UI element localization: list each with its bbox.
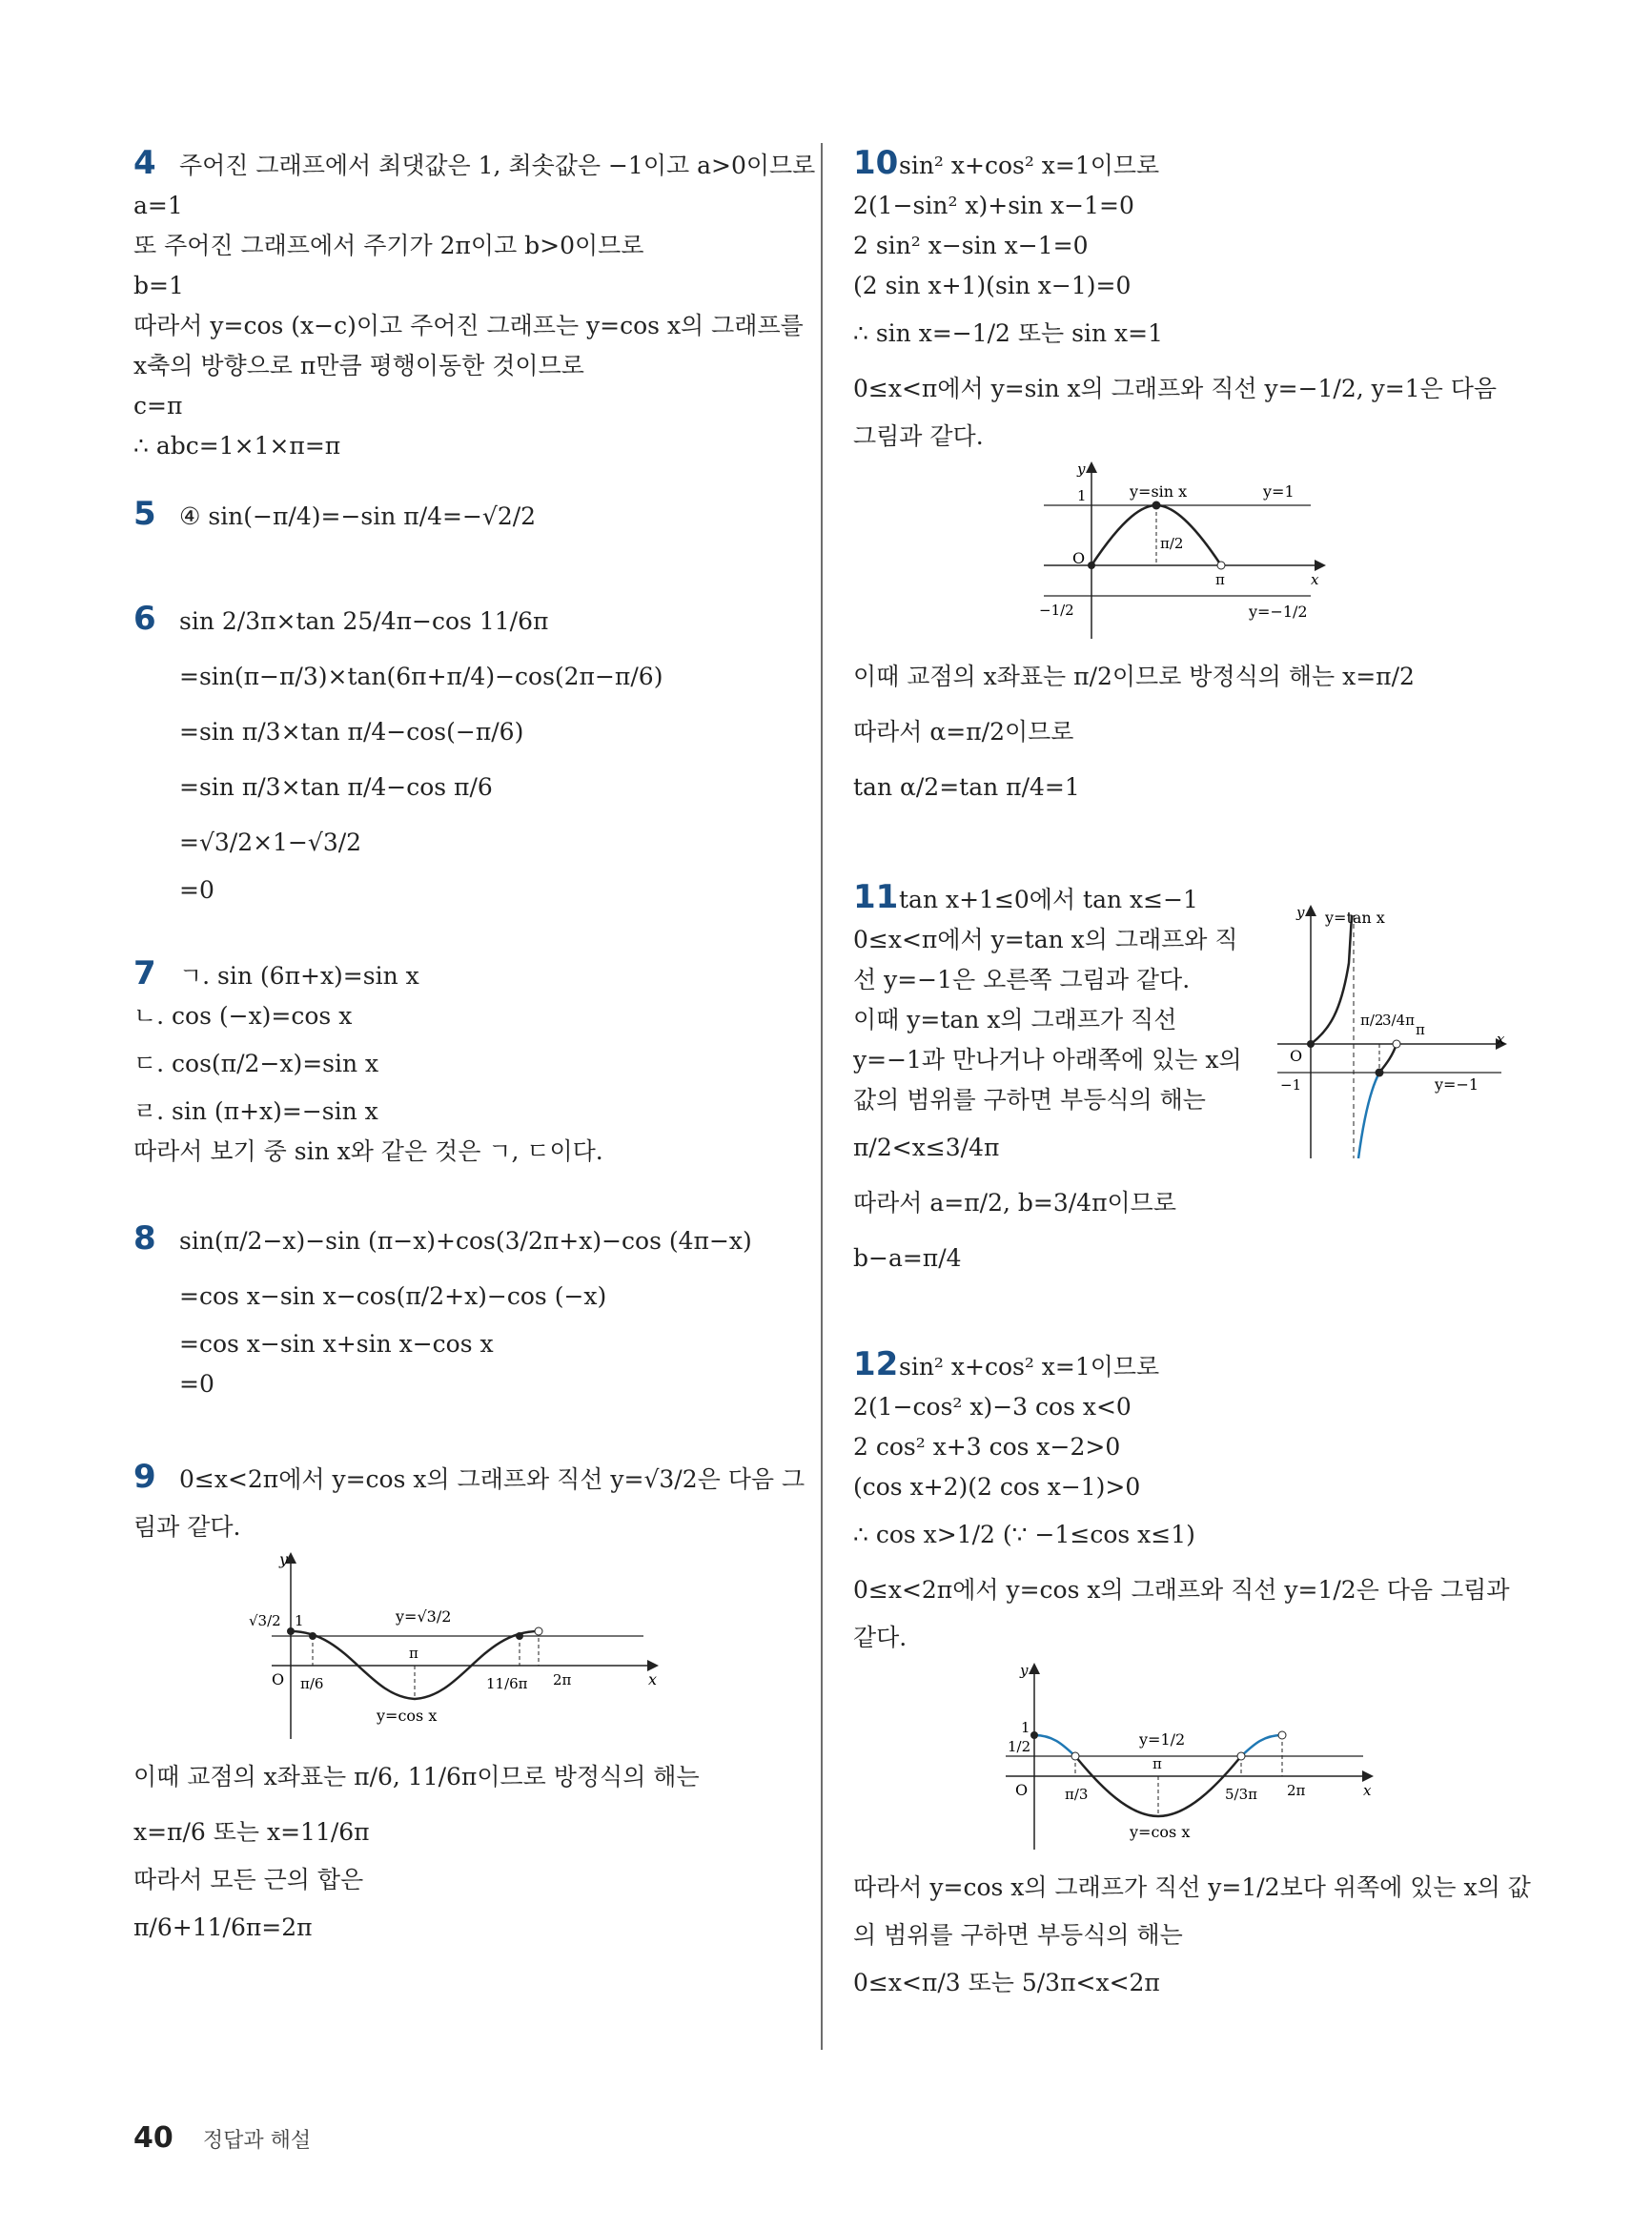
- right-column: [853, 143, 1531, 2011]
- footer-label: 정답과 해설: [202, 2129, 312, 2153]
- origin-label: O: [272, 1670, 285, 1688]
- line-label: y=1/2: [1139, 1730, 1186, 1749]
- problem-4: [133, 143, 816, 486]
- text-line: 림과 같다.: [133, 1513, 241, 1541]
- tick-label: −1/2: [1039, 602, 1074, 619]
- line-label: y=−1/2: [1249, 603, 1308, 621]
- text-line: =sin(π−π/3)×tan(6π+π/4)−cos(2π−π/6): [179, 663, 663, 690]
- y-label: y: [1020, 1662, 1029, 1679]
- text-line: (cos x+2)(2 cos x−1)>0: [853, 1473, 1141, 1501]
- text-line: 2(1−sin² x)+sin x−1=0: [853, 192, 1134, 219]
- text-line: ∴ cos x>1/2 (∵ −1≤cos x≤1): [853, 1521, 1195, 1548]
- end-point: [1278, 1731, 1286, 1739]
- x-label: x: [648, 1670, 658, 1688]
- text-line: sin² x+cos² x=1이므로: [899, 1353, 1160, 1381]
- page-number: 40: [133, 2121, 173, 2155]
- text-line: 따라서 모든 근의 합은: [133, 1866, 364, 1893]
- tick-label: 1: [295, 1612, 304, 1629]
- sin-graph-figure: [1034, 462, 1339, 644]
- tick-label: 1/2: [1008, 1738, 1031, 1755]
- text-line: 0≤x<2π에서 y=cos x의 그래프와 직선 y=1/2은 다음 그림과: [853, 1576, 1510, 1604]
- text-line: c=π: [133, 392, 183, 419]
- text-line: ∴ abc=1×1×π=π: [133, 432, 341, 460]
- text-line: 0≤x<π에서 y=tan x의 그래프와 직: [853, 926, 1238, 953]
- text-line: 따라서 a=π/2, b=3/4π이므로: [853, 1189, 1176, 1217]
- text-line: 따라서 보기 중 sin x와 같은 것은 ㄱ, ㄷ이다.: [133, 1137, 603, 1165]
- text-line: 따라서 y=cos x의 그래프가 직선 y=1/2보다 위쪽에 있는 x의 값: [853, 1873, 1531, 1901]
- end-point: [1217, 562, 1225, 569]
- text-line: y=−1과 만나거나 아래쪽에 있는 x의: [853, 1046, 1242, 1074]
- cos-curve-high-right: [1241, 1735, 1282, 1756]
- line-label: y=√3/2: [396, 1607, 452, 1626]
- tick-label: 3/4π: [1382, 1012, 1415, 1029]
- line-label: y=1: [1263, 482, 1295, 501]
- text-line: 주어진 그래프에서 최댓값은 1, 최솟값은 −1이고 a>0이므로: [179, 152, 816, 179]
- text-line: =√3/2×1−√3/2: [179, 829, 362, 856]
- text-line: a=1: [133, 192, 183, 219]
- tan-curve-right-upper: [1379, 1044, 1397, 1073]
- problem-8: [133, 1211, 791, 1449]
- text-line: 0≤x<π/3 또는 5/3π<x<2π: [853, 1969, 1160, 1996]
- text-line: =0: [179, 876, 214, 904]
- tick-label: 2π: [1287, 1782, 1306, 1799]
- problem-number: 10: [853, 144, 899, 182]
- end-point: [1393, 1040, 1400, 1048]
- page-footer: [133, 2121, 311, 2155]
- tick-label: 5/3π: [1225, 1786, 1257, 1803]
- text-line: =sin π/3×tan π/4−cos(−π/6): [179, 718, 524, 746]
- tick-label: 2π: [553, 1671, 572, 1688]
- text-line: =cos x−sin x+sin x−cos x: [179, 1330, 494, 1358]
- tan-graph-figure: [1273, 906, 1511, 1163]
- y-label: y: [1077, 460, 1086, 478]
- curve-label: y=tan x: [1325, 909, 1385, 927]
- problem-number: 9: [133, 1458, 156, 1496]
- origin-label: O: [1072, 549, 1086, 567]
- text-line: 의 범위를 구하면 부등식의 해는: [853, 1921, 1183, 1949]
- x-label: x: [1311, 571, 1319, 588]
- tick-label: π/3: [1065, 1786, 1089, 1803]
- text-line: ∴ sin x=−1/2 또는 sin x=1: [853, 319, 1163, 347]
- end-point: [535, 1627, 542, 1635]
- text-line: ㄷ. cos(π/2−x)=sin x: [133, 1050, 379, 1077]
- text-line: 0≤x<2π에서 y=cos x의 그래프와 직선 y=√3/2은 다음 그: [179, 1465, 806, 1493]
- text-line: 따라서 y=cos (x−c)이고 주어진 그래프는 y=cos x의 그래프를: [133, 312, 804, 339]
- intersection-point: [1376, 1069, 1384, 1077]
- origin-point: [1088, 562, 1095, 569]
- tick-label: π/6: [300, 1675, 324, 1692]
- text-line: sin(π/2−x)−sin (π−x)+cos(3/2π+x)−cos (4π−x): [179, 1227, 752, 1255]
- curve-label: y=sin x: [1130, 482, 1188, 501]
- text-line: tan x+1≤0에서 tan x≤−1: [899, 886, 1198, 913]
- text-line: b=1: [133, 272, 184, 299]
- column-divider: [821, 143, 823, 2050]
- tick-label: π/2: [1360, 1012, 1384, 1029]
- intersection-point: [309, 1632, 316, 1640]
- line-label: y=−1: [1435, 1075, 1479, 1094]
- problem-number: 6: [133, 600, 156, 638]
- text-line: tan α/2=tan π/4=1: [853, 773, 1080, 801]
- cos-curve-high-left: [1034, 1735, 1075, 1756]
- origin-label: O: [1015, 1781, 1029, 1799]
- intersection-point: [1152, 501, 1161, 510]
- intersection-point: [1237, 1752, 1245, 1760]
- problem-7: [133, 953, 791, 1211]
- text-line: 2 sin² x−sin x−1=0: [853, 232, 1089, 259]
- tan-curve-left: [1311, 915, 1352, 1044]
- y-label: y: [1296, 904, 1305, 921]
- text-line: π/6+11/6π=2π: [133, 1913, 313, 1941]
- left-column: [133, 143, 816, 1955]
- problem-11: [853, 877, 1520, 1344]
- origin-point: [1307, 1040, 1315, 1048]
- text-line: 값의 범위를 구하면 부등식의 해는: [853, 1086, 1206, 1114]
- text-line: 따라서 α=π/2이므로: [853, 718, 1074, 746]
- tick-label: π: [1416, 1021, 1425, 1038]
- text-line: =sin π/3×tan π/4−cos π/6: [179, 773, 493, 801]
- problem-number: 7: [133, 954, 156, 992]
- problem-number: 5: [133, 495, 156, 533]
- text-line: x축의 방향으로 π만큼 평행이동한 것이므로: [133, 352, 584, 379]
- text-line: sin² x+cos² x=1이므로: [899, 152, 1160, 179]
- text-line: 그림과 같다.: [853, 422, 984, 450]
- text-line: 이때 교점의 x좌표는 π/2이므로 방정식의 해는 x=π/2: [853, 663, 1415, 690]
- text-line: b−a=π/4: [853, 1244, 962, 1272]
- problem-10: [853, 143, 1520, 877]
- curve-label: y=cos x: [1130, 1823, 1191, 1841]
- tick-label: π: [1215, 571, 1225, 588]
- curve-label: y=cos x: [377, 1707, 438, 1725]
- problem-number: 11: [853, 878, 899, 916]
- text-line: 선 y=−1은 오른쪽 그림과 같다.: [853, 966, 1191, 993]
- cos-inequality-graph-figure: [987, 1664, 1387, 1854]
- text-line: 0≤x<π에서 y=sin x의 그래프와 직선 y=−1/2, y=1은 다음: [853, 375, 1498, 402]
- text-line: 이때 교점의 x좌표는 π/6, 11/6π이므로 방정식의 해는: [133, 1763, 700, 1790]
- problem-number: 12: [853, 1345, 899, 1383]
- text-line: ㄴ. cos (−x)=cos x: [133, 1002, 353, 1030]
- origin-label: O: [1290, 1047, 1303, 1065]
- problem-number: 8: [133, 1219, 156, 1258]
- cos-graph-figure: [249, 1550, 672, 1744]
- text-line: 이때 y=tan x의 그래프가 직선: [853, 1006, 1177, 1033]
- tick-label: √3/2: [249, 1612, 281, 1629]
- x-label: x: [1363, 1782, 1372, 1799]
- text-line: 같다.: [853, 1624, 908, 1651]
- start-point: [287, 1627, 295, 1635]
- text-line: =0: [179, 1370, 214, 1398]
- text-line: x=π/6 또는 x=11/6π: [133, 1818, 370, 1846]
- tan-curve-right-lower: [1358, 1073, 1379, 1158]
- problem-number: 4: [133, 144, 156, 182]
- problem-12: [853, 1344, 1531, 2011]
- tick-label: 11/6π: [486, 1675, 528, 1692]
- text-line: 2(1−cos² x)−3 cos x<0: [853, 1393, 1132, 1421]
- intersection-point: [516, 1632, 523, 1640]
- x-label: x: [1497, 1031, 1505, 1048]
- y-label: y: [279, 1550, 289, 1568]
- tick-label: π/2: [1160, 535, 1184, 552]
- problem-9: [133, 1449, 806, 1955]
- start-point: [1030, 1731, 1038, 1739]
- text-line: 2 cos² x+3 cos x−2>0: [853, 1433, 1121, 1461]
- tick-label: −1: [1280, 1076, 1302, 1094]
- text-line: (2 sin x+1)(sin x−1)=0: [853, 272, 1132, 299]
- problem-5: [133, 486, 791, 591]
- tick-label: π: [1152, 1755, 1162, 1772]
- text-line: π/2<x≤3/4π: [853, 1134, 1000, 1161]
- tick-label: 1: [1077, 487, 1087, 504]
- text-line: ④ sin(−π/4)=−sin π/4=−√2/2: [179, 502, 537, 530]
- problem-6: [133, 591, 791, 953]
- text-line: ㄹ. sin (π+x)=−sin x: [133, 1097, 378, 1125]
- text-line: =cos x−sin x−cos(π/2+x)−cos (−x): [179, 1282, 607, 1310]
- text-line: sin 2/3π×tan 25/4π−cos 11/6π: [179, 607, 549, 635]
- text-line: ㄱ. sin (6π+x)=sin x: [179, 962, 419, 990]
- intersection-point: [1071, 1752, 1079, 1760]
- text-line: 또 주어진 그래프에서 주기가 2π이고 b>0이므로: [133, 232, 644, 259]
- tick-label: π: [409, 1645, 418, 1662]
- tick-label: 1: [1021, 1719, 1030, 1736]
